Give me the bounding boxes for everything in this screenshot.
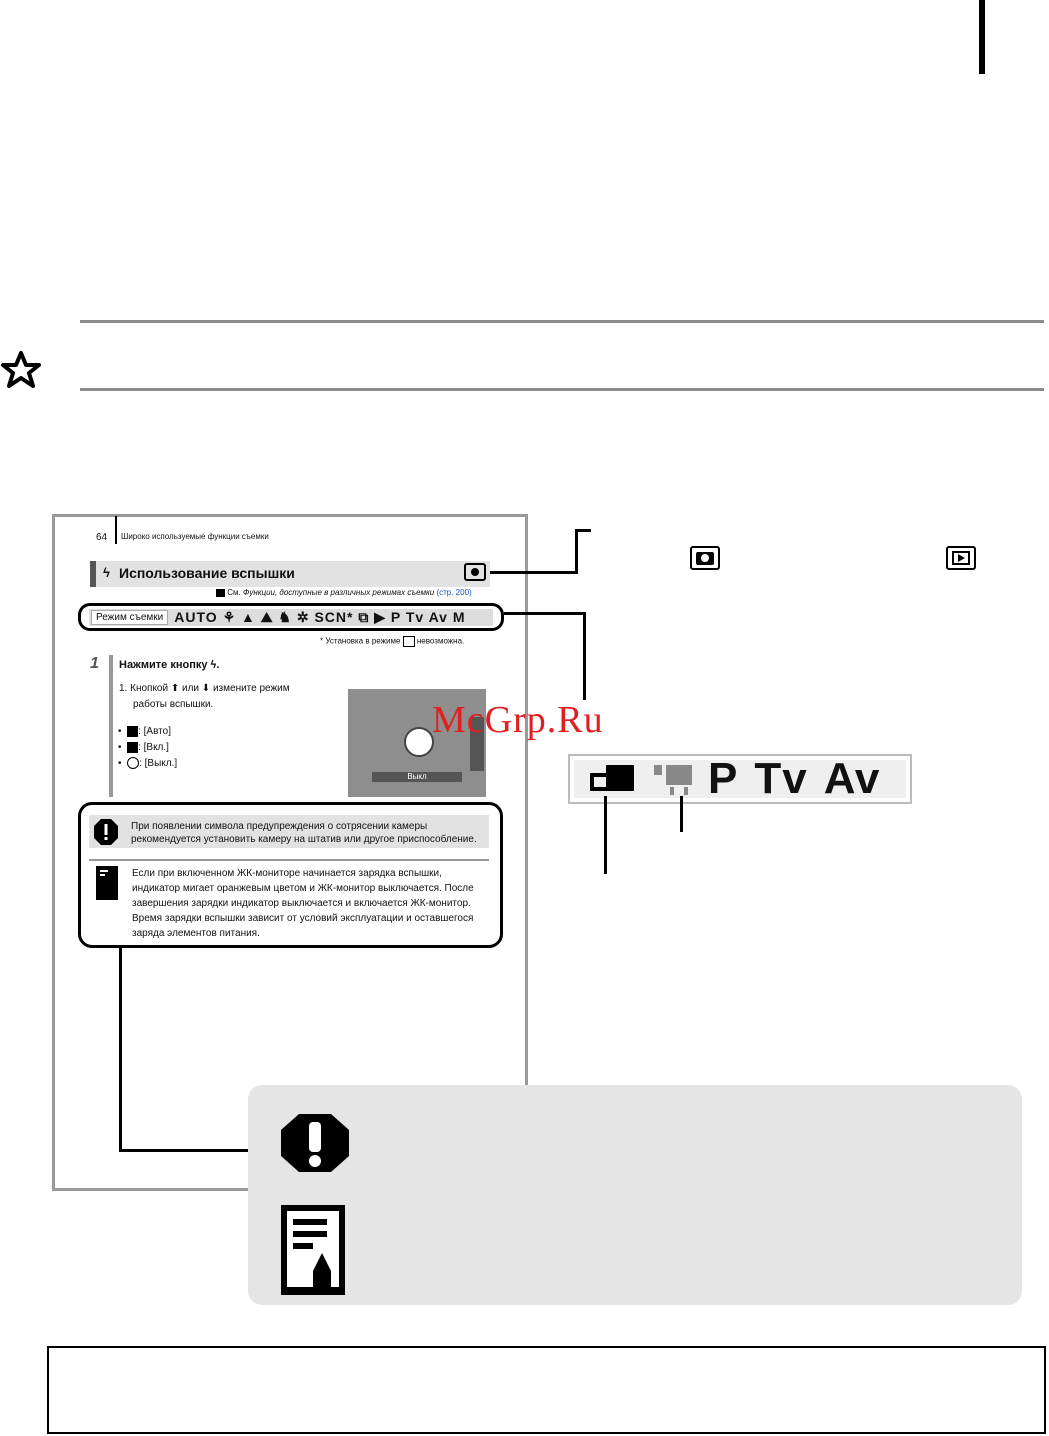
option-auto: • : [Авто] [118, 726, 171, 737]
see-also-text: Функции, доступные в различных режимах съемки [242, 588, 435, 597]
camera-icon [690, 546, 720, 570]
caution-icon-small [94, 819, 118, 845]
note-line-a: Если при включенном ЖК-мониторе начинается зарядка вспышки, [132, 868, 442, 879]
mode-tv: Tv [754, 754, 808, 803]
callout-camera-h [490, 571, 578, 574]
note-divider [89, 859, 489, 861]
mode-bar-outline [78, 603, 504, 631]
callout-movie [680, 796, 683, 832]
mode-icons: AUTO ⚘ ▲ ⛰ ♞ ✲ SCN* ⧉ ▶ P Tv Av M [174, 609, 466, 625]
section-title-accent [90, 561, 96, 587]
flash-auto-icon [127, 726, 138, 737]
flash-off-icon [127, 757, 139, 769]
step-number: 1 [90, 655, 99, 672]
mode-bar [89, 609, 493, 626]
mode-note-pre: * Установка в режиме [320, 636, 401, 646]
section-title: Использование вспышки [119, 565, 295, 581]
book-icon [216, 589, 225, 597]
caution-line-a: При появлении символа предупреждения о сотрясении камеры [131, 821, 428, 832]
rule-top [80, 320, 1044, 323]
callout-notes-v [119, 948, 122, 1152]
mode-av: Av [823, 754, 881, 803]
mode-note-post: невозможна. [416, 636, 465, 646]
header-divider [115, 516, 117, 544]
flash-off-lcd-icon [404, 727, 434, 757]
callout-continuous [604, 796, 607, 874]
note-line-c: завершения зарядки индикатор выключается и включается ЖК-монитор. [132, 898, 471, 909]
mode-p: P [708, 754, 739, 803]
option-on: • : [Вкл.] [118, 742, 169, 753]
lcd-label: Выкл [372, 772, 462, 782]
step-line-b: работы вспышки. [133, 699, 214, 710]
note-text [132, 866, 474, 941]
mode-label: Режим съемки [91, 610, 168, 625]
see-also-link[interactable]: (стр. 200) [436, 588, 472, 597]
callout-notes-h [119, 1149, 255, 1152]
scene-icon [403, 636, 415, 647]
callout-mode-h [504, 612, 586, 615]
step-bar [109, 655, 113, 797]
mode-note [320, 636, 464, 647]
note-line-d: Время зарядки вспышки зависит от условий эксплуатации и оставшегося [132, 913, 474, 924]
step-line-a: 1. Кнопкой ⬆ или ⬇ измените режим [119, 683, 290, 694]
rule-bottom [80, 388, 1044, 391]
see-also [216, 588, 472, 597]
caution-text [131, 820, 477, 846]
continuous-shot-icon [588, 761, 640, 797]
callout-mode-v [583, 612, 586, 700]
see-also-prefix: См. [227, 588, 241, 597]
camera-icon-small [464, 563, 486, 581]
caution-line-b: рекомендуется установить камеру на штатив или другое приспособление. [131, 834, 477, 845]
caution-icon [281, 1114, 349, 1172]
enlarged-mode-strip [568, 754, 912, 804]
callout-camera-v [575, 530, 578, 574]
memo-icon-small [96, 866, 118, 900]
note-line-b: индикатор мигает оранжевым цветом и ЖК-монитор выключается. После [132, 883, 474, 894]
flash-options [118, 724, 177, 772]
callout-camera-tip [575, 529, 591, 532]
inner-page-number: 64 [96, 532, 108, 543]
flash-on-icon [127, 742, 138, 753]
watermark: McGrp.Ru [432, 699, 604, 741]
play-icon [946, 546, 976, 570]
enlarged-mode-strip-inner [574, 754, 906, 803]
option-off: • : [Выкл.] [118, 758, 178, 769]
movie-icon [654, 761, 702, 797]
note-line-e: заряда элементов питания. [132, 928, 260, 939]
legend-panel [248, 1085, 1022, 1305]
star-icon [0, 349, 44, 391]
step-title: Нажмите кнопку ϟ. [119, 659, 220, 671]
inner-header: Широко используемые функции съемки [121, 532, 269, 541]
memo-icon [281, 1205, 345, 1295]
flash-icon: ϟ [103, 565, 110, 580]
page-edge-tab [979, 0, 985, 74]
bottom-box [47, 1346, 1046, 1434]
